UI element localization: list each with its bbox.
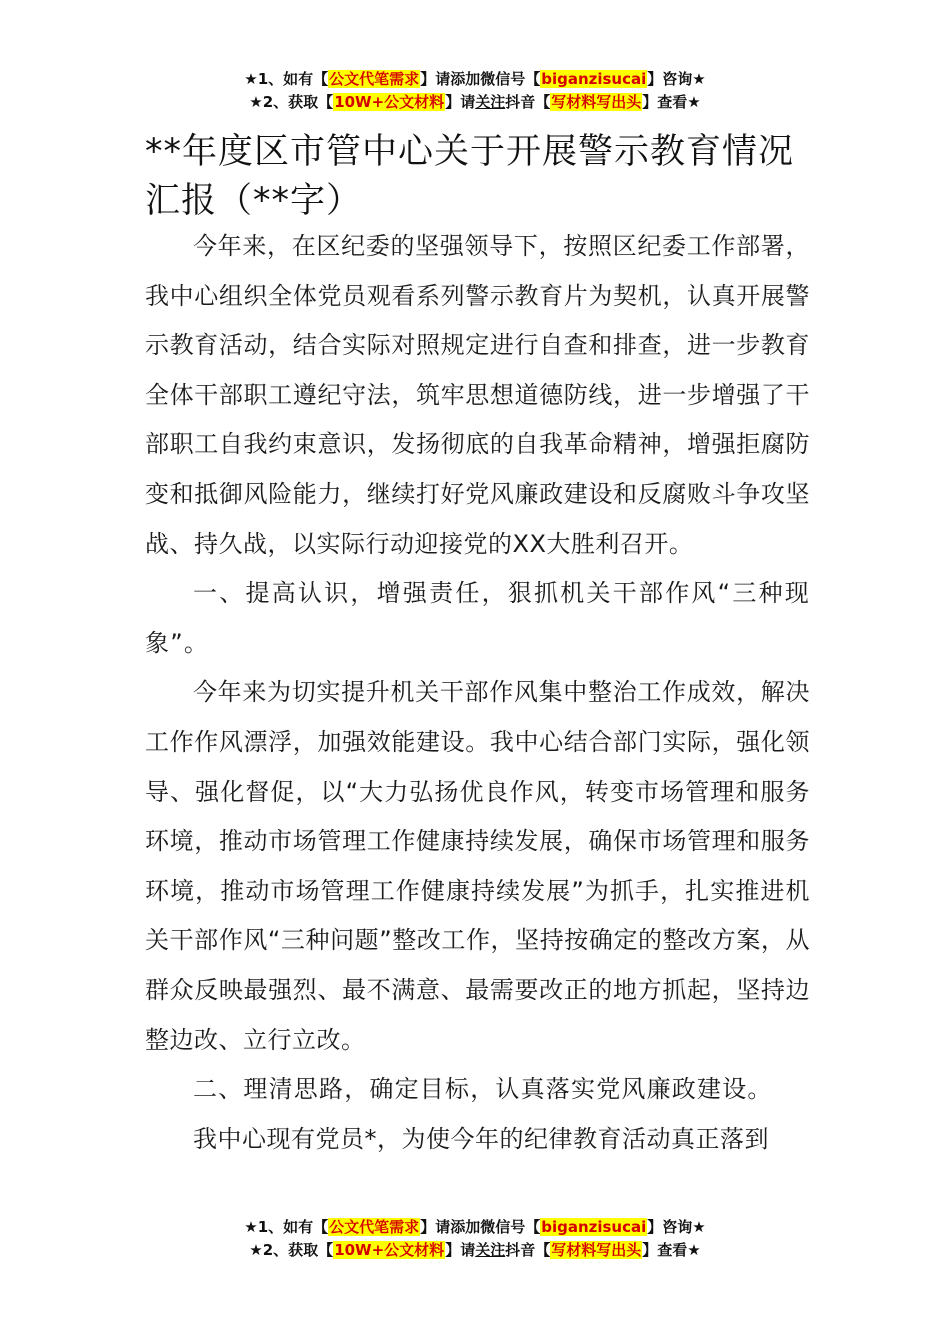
promo-text: 】咨询★ <box>647 70 706 88</box>
section-heading-1: 一、提高认识，增强责任，狠抓机关干部作风“三种现象”。 <box>145 579 810 657</box>
promo-underlined-text: 关注 <box>475 93 506 111</box>
promo-text: 】请 <box>445 1241 476 1259</box>
section-heading-2: 二、理清思路，确定目标，认真落实党风廉政建设。 <box>193 1075 773 1104</box>
douyin-id-highlight: 写材料写出头 <box>551 1241 642 1259</box>
paragraph-intro: 今年来，在区纪委的坚强领导下，按照区纪委工作部署，我中心组织全体党员观看系列警示教育片为契机，认真开展警示教育活动，结合实际对照规定进行自查和排查，进一步教育全体干部职工遵纪守法，筑牢思想道德防线，进一步增强了干部职工自我约束意识，发扬彻底的自我革命精神，增强拒腐防变和抵御风险能力，继续打好党风廉政建设和反腐败斗争攻坚战、持久战，以实际行动迎接党的XX大胜利召开。 <box>145 232 810 558</box>
promo-text: 】咨询★ <box>647 1218 706 1236</box>
promo-highlight: 公文代笔需求 <box>329 1218 420 1236</box>
promo-underlined-text: 关注 <box>475 1241 506 1259</box>
promo-text: 抖音【 <box>505 93 551 111</box>
promo-text: 】请添加微信号【 <box>420 70 541 88</box>
promo-highlight: 10W+公文材料 <box>334 93 445 111</box>
promo-line-2 <box>0 91 950 114</box>
wechat-id-highlight: biganzisucai <box>541 1218 647 1236</box>
document-body <box>145 222 810 1164</box>
promo-line-1 <box>0 1216 950 1239</box>
promo-text: 】请添加微信号【 <box>420 1218 541 1236</box>
promo-header-bottom <box>0 1216 950 1262</box>
douyin-id-highlight: 写材料写出头 <box>551 93 642 111</box>
promo-text: ★1、如有【 <box>244 70 329 88</box>
promo-line-2 <box>0 1239 950 1262</box>
wechat-id-highlight: biganzisucai <box>541 70 647 88</box>
paragraph-section-2: 我中心现有党员*，为使今年的纪律教育活动真正落到 <box>193 1124 769 1153</box>
paragraph-section-1: 今年来为切实提升机关干部作风集中整治工作成效，解决工作作风漂浮，加强效能建设。我中心结合部门实际，强化领导、强化督促，以“大力弘扬优良作风，转变市场管理和服务环境，推动市场管理工作健康持续发展，确保市场管理和服务环境，推动市场管理工作健康持续发展”为抓手，扎实推进机关干部作风“三种问题”整改工作，坚持按确定的整改方案，从群众反映最强烈、最不满意、最需要改正的地方抓起，坚持边整边改、立行立改。 <box>145 678 810 1054</box>
promo-text: 抖音【 <box>505 1241 551 1259</box>
promo-highlight: 10W+公文材料 <box>334 1241 445 1259</box>
promo-header-top <box>0 68 950 114</box>
promo-text: ★2、获取【 <box>249 93 334 111</box>
promo-text: 】查看★ <box>642 1241 701 1259</box>
promo-text: ★1、如有【 <box>244 1218 329 1236</box>
promo-text: 】查看★ <box>642 93 701 111</box>
promo-text: 】请 <box>445 93 476 111</box>
promo-highlight: 公文代笔需求 <box>329 70 420 88</box>
promo-text: ★2、获取【 <box>249 1241 334 1259</box>
document-title: **年度区市管中心关于开展警示教育情况汇报（**字） <box>145 132 795 221</box>
promo-line-1 <box>0 68 950 91</box>
